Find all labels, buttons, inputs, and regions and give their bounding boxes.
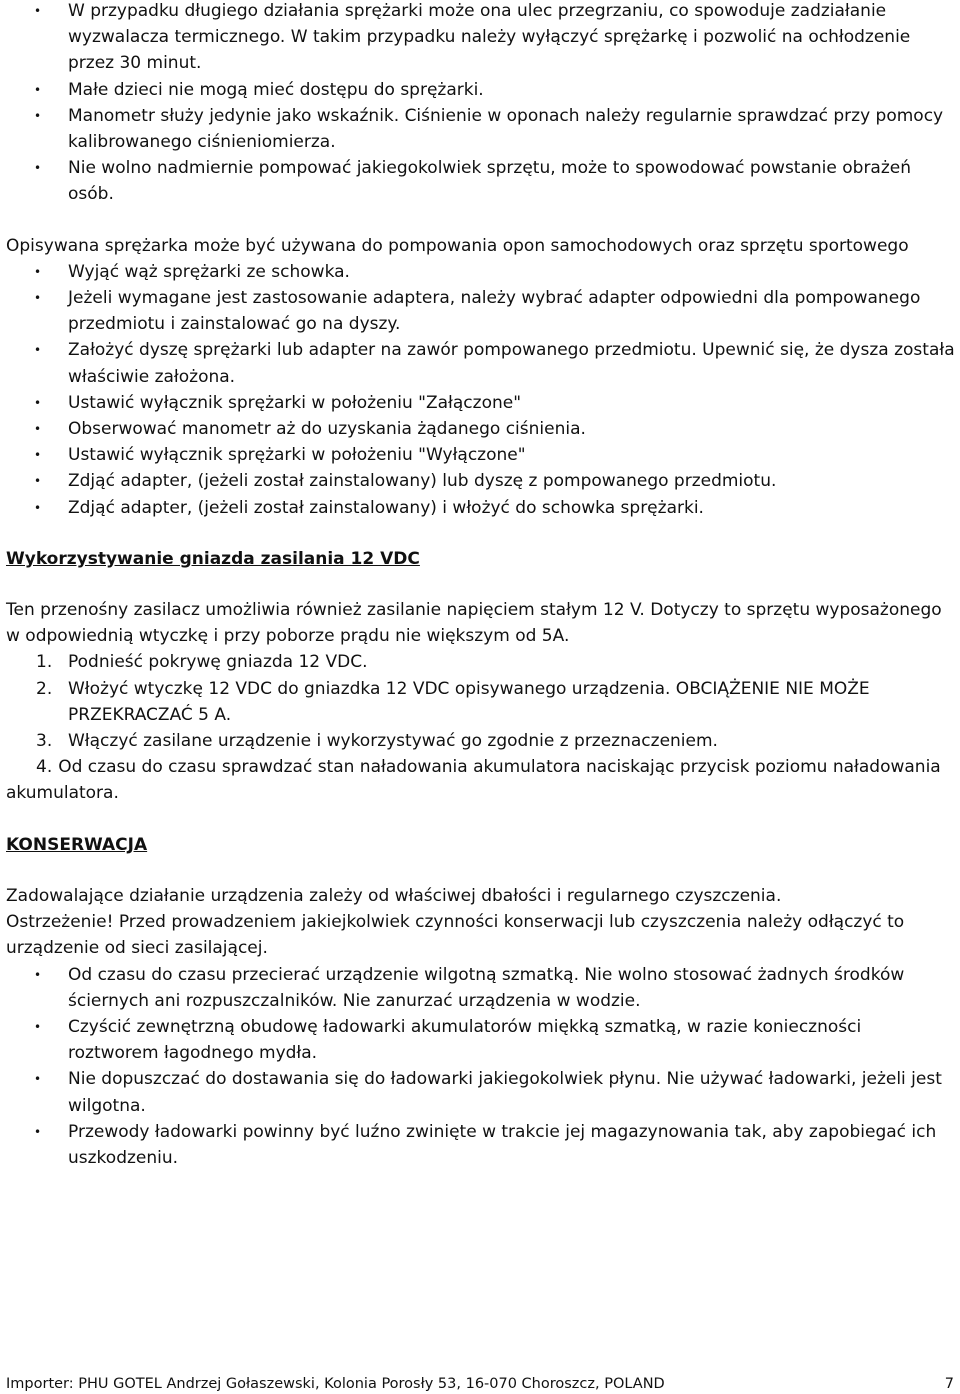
maintenance-bullet-list xyxy=(6,962,956,1172)
list-item: • Czyścić zewnętrzną obudowę ładowarki akumulatorów miękką szmatką, w razie konieczności roztworem łagodnego mydła. xyxy=(6,1014,956,1066)
bullet-icon: • xyxy=(34,967,42,982)
bullet-icon: • xyxy=(34,264,42,279)
list-item: • Obserwować manometr aż do uzyskania żądanego ciśnienia. xyxy=(6,416,956,442)
bullet-icon: • xyxy=(34,82,42,97)
warning-paragraph: Ostrzeżenie! Przed prowadzeniem jakiejkolwiek czynności konserwacji lub czyszczenia należy odłączyć to urządzenie od sieci zasilającej. xyxy=(6,912,905,959)
list-item: 1. Podnieść pokrywę gniazda 12 VDC. xyxy=(6,649,956,675)
list-item: • Zdjąć adapter, (jeżeli został zainstalowany) lub dyszę z pompowanego przedmiotu. xyxy=(6,468,956,494)
list-item: • Ustawić wyłącznik sprężarki w położeniu "Załączone" xyxy=(6,390,956,416)
importer-info: Importer: PHU GOTEL Andrzej Gołaszewski, Kolonia Porosły 53, 16-070 Choroszcz, POLAND xyxy=(6,1376,665,1392)
list-item: • Ustawić wyłącznik sprężarki w położeniu "Wyłączone" xyxy=(6,442,956,468)
list-item: • Jeżeli wymagane jest zastosowanie adaptera, należy wybrać adapter odpowiedni dla pompowanego przedmiotu i zainstalować go na dyszy. xyxy=(6,285,956,337)
step-number: 2. xyxy=(36,678,53,699)
list-item: • Manometr służy jedynie jako wskaźnik. Ciśnienie w oponach należy regularnie sprawdzać przy pomocy kalibrowanego ciśnieniomierza. xyxy=(6,103,956,155)
safety-bullet-list xyxy=(6,0,956,208)
list-item: • Zdjąć adapter, (jeżeli został zainstalowany) i włożyć do schowka sprężarki. xyxy=(6,495,956,521)
bullet-icon: • xyxy=(34,343,42,358)
step-number: 1. xyxy=(36,652,53,673)
dc-steps-list xyxy=(6,649,956,806)
list-item: 4. Od czasu do czasu sprawdzać stan naładowania akumulatora naciskając przycisk poziomu naładowania akumulatora. xyxy=(6,757,941,804)
list-item: • Wyjąć wąż sprężarki ze schowka. xyxy=(6,259,956,285)
bullet-icon: • xyxy=(34,161,42,176)
usage-bullet-list xyxy=(6,259,956,521)
list-item: • Założyć dyszę sprężarki lub adapter na zawór pompowanego przedmiotu. Upewnić się, że dysza została właściwie założona. xyxy=(6,337,956,389)
bullet-icon: • xyxy=(34,4,42,18)
bullet-icon: • xyxy=(34,395,42,410)
bullet-icon: • xyxy=(34,108,42,123)
page-number: 7 xyxy=(944,1376,954,1392)
bullet-icon: • xyxy=(34,448,42,463)
list-item: • Przewody ładowarki powinny być luźno zwinięte w trakcie jej magazynowania tak, aby zapobiegać ich uszkodzeniu. xyxy=(6,1119,956,1171)
list-item: • Nie wolno nadmiernie pompować jakiegokolwiek sprzętu, może to spowodować powstanie obrażeń osób. xyxy=(6,155,956,207)
bullet-icon: • xyxy=(34,1019,42,1034)
document-page xyxy=(6,0,956,1171)
list-item: • Nie dopuszczać do dostawania się do ładowarki jakiegokolwiek płynu. Nie używać ładowarki, jeżeli jest wilgotna. xyxy=(6,1066,956,1118)
bullet-icon: • xyxy=(34,1072,42,1087)
intro-paragraph: Opisywana sprężarka może być używana do pompowania opon samochodowych oraz sprzętu sportowego xyxy=(6,235,909,256)
bullet-icon: • xyxy=(34,500,42,515)
list-item: 2. Włożyć wtyczkę 12 VDC do gniazdka 12 VDC opisywanego urządzenia. OBCIĄŻENIE NIE MOŻE PRZEKRACZAĆ 5 A. xyxy=(6,676,956,728)
bullet-icon: • xyxy=(34,1124,42,1139)
bullet-icon: • xyxy=(34,422,42,437)
dc-socket-paragraph: Ten przenośny zasilacz umożliwia również zasilanie napięciem stałym 12 V. Dotyczy to sprzętu wyposażonego w odpowiednią wtyczkę i przy poborze prądu nie większym od 5A. xyxy=(6,600,942,647)
bullet-icon: • xyxy=(34,291,42,306)
list-item: 3. Włączyć zasilane urządzenie i wykorzystywać go zgodnie z przeznaczeniem. xyxy=(6,728,956,754)
dc-socket-heading: Wykorzystywanie gniazda zasilania 12 VDC xyxy=(6,548,420,569)
list-item: • Małe dzieci nie mogą mieć dostępu do sprężarki. xyxy=(6,77,956,103)
bullet-icon: • xyxy=(34,474,42,489)
page-footer xyxy=(6,1374,954,1394)
step-number: 4. xyxy=(36,757,53,778)
list-item: • Od czasu do czasu przecierać urządzenie wilgotną szmatką. Nie wolno stosować żadnych środków ściernych ani rozpuszczalników. Nie zanurzać urządzenia w wodzie. xyxy=(6,962,956,1014)
maintenance-paragraph: Zadowalające działanie urządzenia zależy od właściwej dbałości i regularnego czyszczenia. xyxy=(6,885,782,906)
maintenance-heading: KONSERWACJA xyxy=(6,834,148,855)
step-number: 3. xyxy=(36,731,53,752)
list-item: • W przypadku długiego działania sprężarki może ona ulec przegrzaniu, co spowoduje zadziałanie wyzwalacza termicznego. W takim przypadku należy wyłączyć sprężarkę i pozwolić na ochłodzenie przez 30 minut. xyxy=(6,0,956,77)
